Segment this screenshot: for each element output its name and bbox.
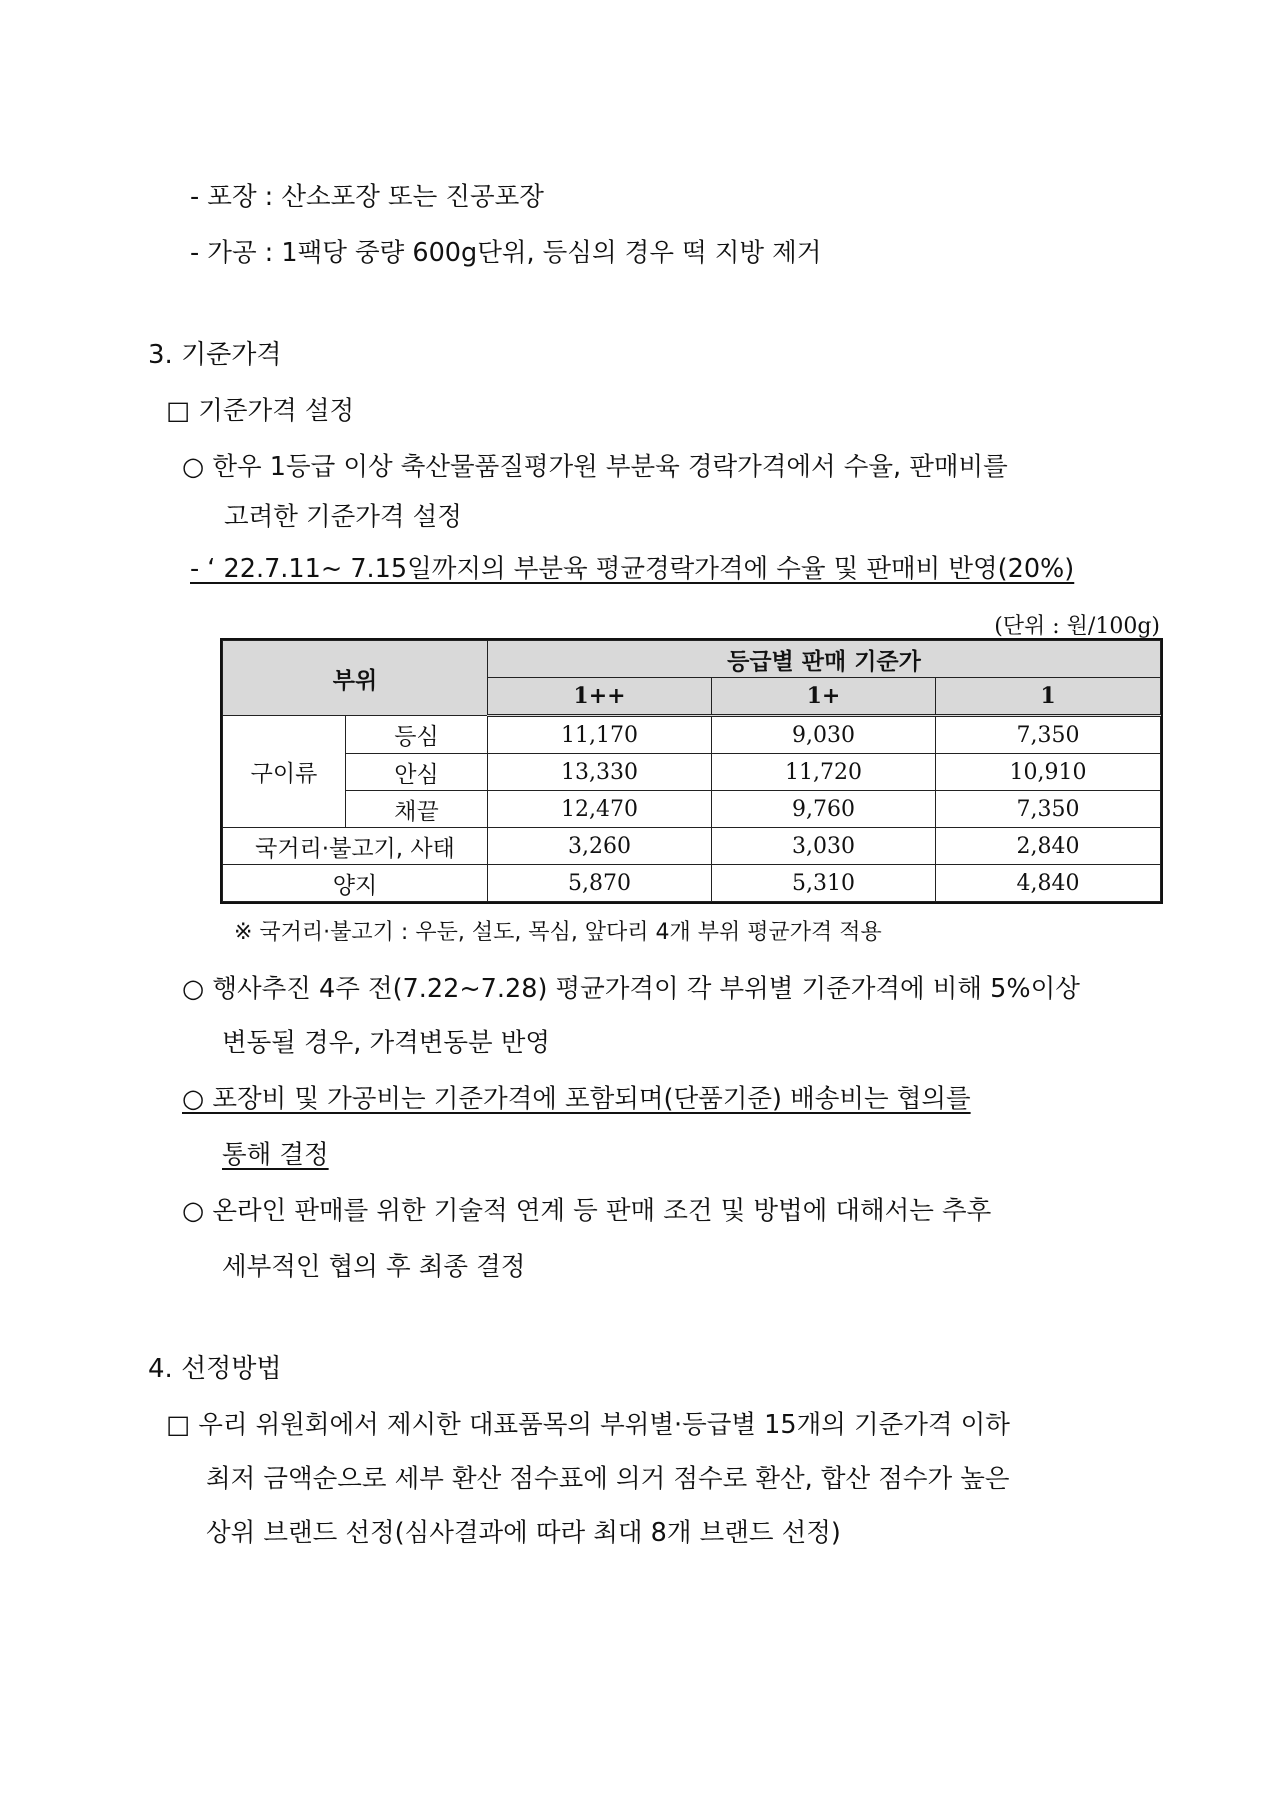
header-grade-1: 1 [936,678,1161,716]
price-cell: 11,170 [488,716,712,754]
price-cell: 3,260 [488,828,712,865]
bullet4-line1: ○ 온라인 판매를 위한 기술적 연계 등 판매 조건 및 방법에 대해서는 추후 [182,1196,992,1226]
price-cell: 9,030 [712,716,936,754]
price-cell: 11,720 [712,754,936,791]
price-cell: 13,330 [488,754,712,791]
group-label-grill: 구이류 [223,716,346,828]
table-row [223,716,1161,754]
bullet2-line2: 변동될 경우, 가격변동분 반영 [222,1028,551,1058]
price-cell: 5,310 [712,865,936,902]
table-row [223,754,1161,791]
table-row [223,865,1161,902]
bullet4-line2: 세부적인 협의 후 최종 결정 [222,1252,526,1282]
processing-line: - 가공 : 1팩당 중량 600g단위, 등심의 경우 떡 지방 제거 [190,238,822,268]
header-grade-group: 등급별 판매 기준가 [488,641,1161,678]
price-cell: 10,910 [936,754,1161,791]
table-row [223,828,1161,865]
header-part: 부위 [223,641,488,716]
table-note: ※ 국거리·불고기 : 우둔, 설도, 목심, 앞다리 4개 부위 평균가격 적용 [234,920,882,945]
price-cell: 7,350 [936,791,1161,828]
section4-heading: 4. 선정방법 [148,1354,282,1384]
header-grade-1pp: 1++ [488,678,712,716]
section4-line3: 상위 브랜드 선정(심사결과에 따라 최대 8개 브랜드 선정) [206,1518,841,1548]
bullet1-line2: 고려한 기준가격 설정 [224,502,462,532]
table-row [223,791,1161,828]
bullet3-line2: 통해 결정 [222,1140,329,1170]
price-cell: 2,840 [936,828,1161,865]
price-cell: 9,760 [712,791,936,828]
unit-label: (단위 : 원/100g) [994,614,1160,639]
row-name: 국거리·불고기, 사태 [223,828,488,865]
row-name: 양지 [223,865,488,902]
section3-box-item: □ 기준가격 설정 [166,396,355,426]
section4-line2: 최저 금액순으로 세부 환산 점수표에 의거 점수로 환산, 합산 점수가 높은 [206,1464,1010,1494]
price-cell: 7,350 [936,716,1161,754]
bullet3-line1: ○ 포장비 및 가공비는 기준가격에 포함되며(단품기준) 배송비는 협의를 [182,1084,971,1114]
price-table [222,640,1161,902]
section3-heading: 3. 기준가격 [148,340,282,370]
header-grade-1p: 1+ [712,678,936,716]
section4-line1: □ 우리 위원회에서 제시한 대표품목의 부위별·등급별 15개의 기준가격 이하 [166,1410,1010,1440]
packaging-line: - 포장 : 산소포장 또는 진공포장 [190,182,544,212]
price-cell: 4,840 [936,865,1161,902]
bullet1-line1: ○ 한우 1등급 이상 축산물품질평가원 부분육 경락가격에서 수율, 판매비를 [182,452,1008,482]
bullet2-line1: ○ 행사추진 4주 전(7.22~7.28) 평균가격이 각 부위별 기준가격에 비해 5%이상 [182,974,1080,1004]
price-cell: 5,870 [488,865,712,902]
price-cell: 12,470 [488,791,712,828]
row-name: 채끝 [346,791,488,828]
date-range-line: - ‘ 22.7.11~ 7.15일까지의 부분육 평균경락가격에 수율 및 판매비 반영(20%) [190,554,1075,584]
row-name: 안심 [346,754,488,791]
row-name: 등심 [346,716,488,754]
price-cell: 3,030 [712,828,936,865]
